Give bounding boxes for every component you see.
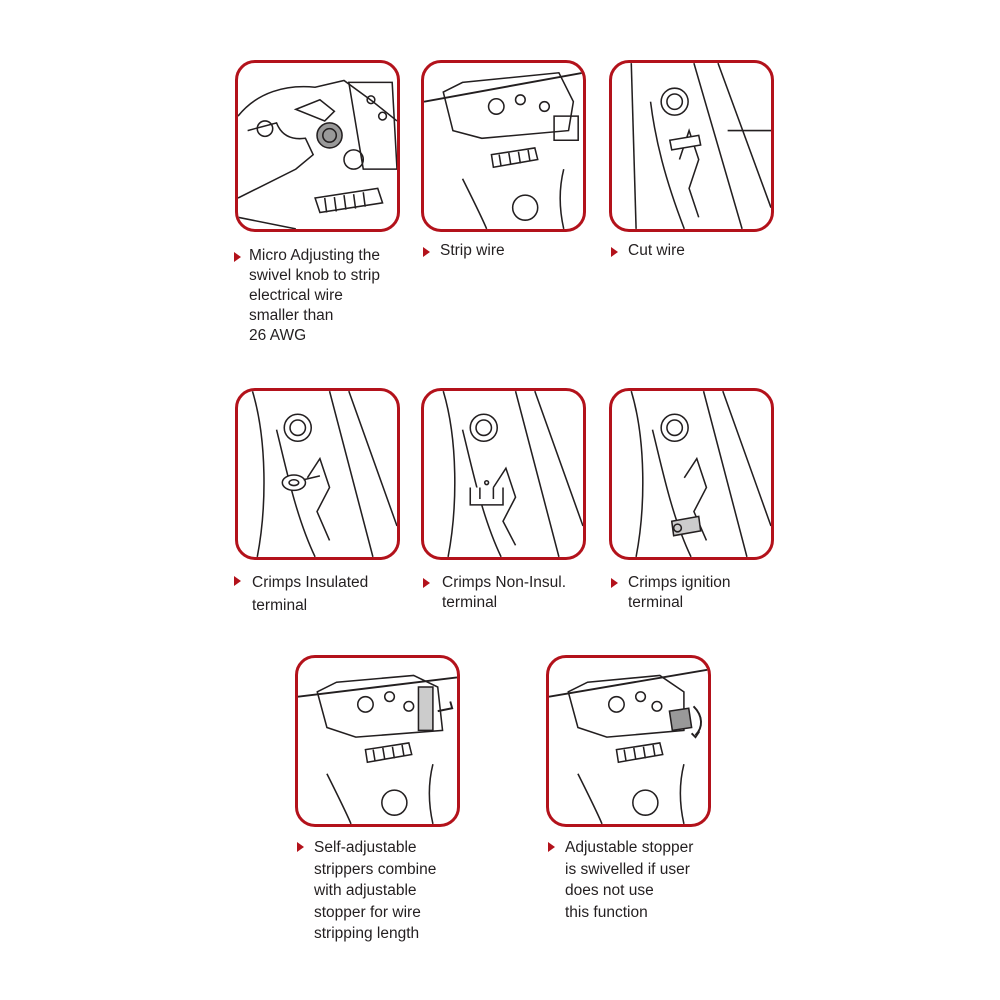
caption-line: terminal xyxy=(628,594,684,611)
caption-line: electrical wire xyxy=(249,287,343,304)
panel-cut-wire xyxy=(609,60,774,232)
panel-micro-adjust xyxy=(235,60,400,232)
caption-line: stripping length xyxy=(314,925,420,942)
caption-bullet-icon xyxy=(423,247,430,257)
tool-closeup-strip-icon xyxy=(424,63,583,229)
panel-strip-wire xyxy=(421,60,586,232)
tool-closeup-swivel-stopper-icon xyxy=(549,658,708,824)
tool-closeup-crimp-non-insulated-icon xyxy=(424,391,583,557)
caption-line: terminal xyxy=(442,594,498,611)
caption-bullet-icon xyxy=(423,578,430,588)
panel-self-adjustable xyxy=(295,655,460,827)
caption-line: Crimps Insulated xyxy=(252,574,369,591)
caption-line: swivel knob to strip xyxy=(249,267,380,284)
caption-crimp-non-insulated xyxy=(442,573,566,613)
caption-line: 26 AWG xyxy=(249,327,307,344)
caption-bullet-icon xyxy=(234,252,241,262)
caption-cut-wire xyxy=(628,241,685,261)
caption-line: with adjustable xyxy=(314,882,417,899)
caption-bullet-icon xyxy=(611,578,618,588)
caption-swivel-stopper xyxy=(565,837,693,923)
caption-line: Cut wire xyxy=(628,242,685,259)
caption-line: strippers combine xyxy=(314,860,437,878)
caption-bullet-icon xyxy=(548,842,555,852)
caption-line: Micro Adjusting the xyxy=(249,247,380,264)
caption-line: Adjustable stopper xyxy=(565,839,694,856)
caption-line: is swivelled if user xyxy=(565,860,690,878)
tool-closeup-cut-icon xyxy=(612,63,771,229)
caption-micro-adjust xyxy=(249,246,380,346)
caption-line: Crimps ignition xyxy=(628,574,731,591)
caption-bullet-icon xyxy=(611,247,618,257)
caption-line: terminal xyxy=(252,597,308,614)
tool-closeup-stopper-icon xyxy=(298,658,457,824)
tool-closeup-crimp-insulated-icon xyxy=(238,391,397,557)
caption-self-adjustable xyxy=(314,837,436,945)
tool-closeup-adjust-knob-icon xyxy=(238,63,397,229)
caption-line: does not use xyxy=(565,882,654,899)
caption-crimp-ignition xyxy=(628,573,731,613)
panel-crimp-insulated xyxy=(235,388,400,560)
panel-swivel-stopper xyxy=(546,655,711,827)
caption-bullet-icon xyxy=(297,842,304,852)
caption-line: Crimps Non-Insul. xyxy=(442,574,567,591)
caption-crimp-insulated xyxy=(252,571,368,617)
caption-line: this function xyxy=(565,903,648,921)
caption-line: smaller than xyxy=(249,307,334,324)
caption-strip-wire xyxy=(440,241,505,261)
caption-line: stopper for wire xyxy=(314,903,421,921)
panel-crimp-non-insulated xyxy=(421,388,586,560)
caption-line: Strip wire xyxy=(440,242,505,259)
tool-closeup-crimp-ignition-icon xyxy=(612,391,771,557)
panel-crimp-ignition xyxy=(609,388,774,560)
caption-line: Self-adjustable xyxy=(314,839,417,856)
caption-bullet-icon xyxy=(234,576,241,586)
